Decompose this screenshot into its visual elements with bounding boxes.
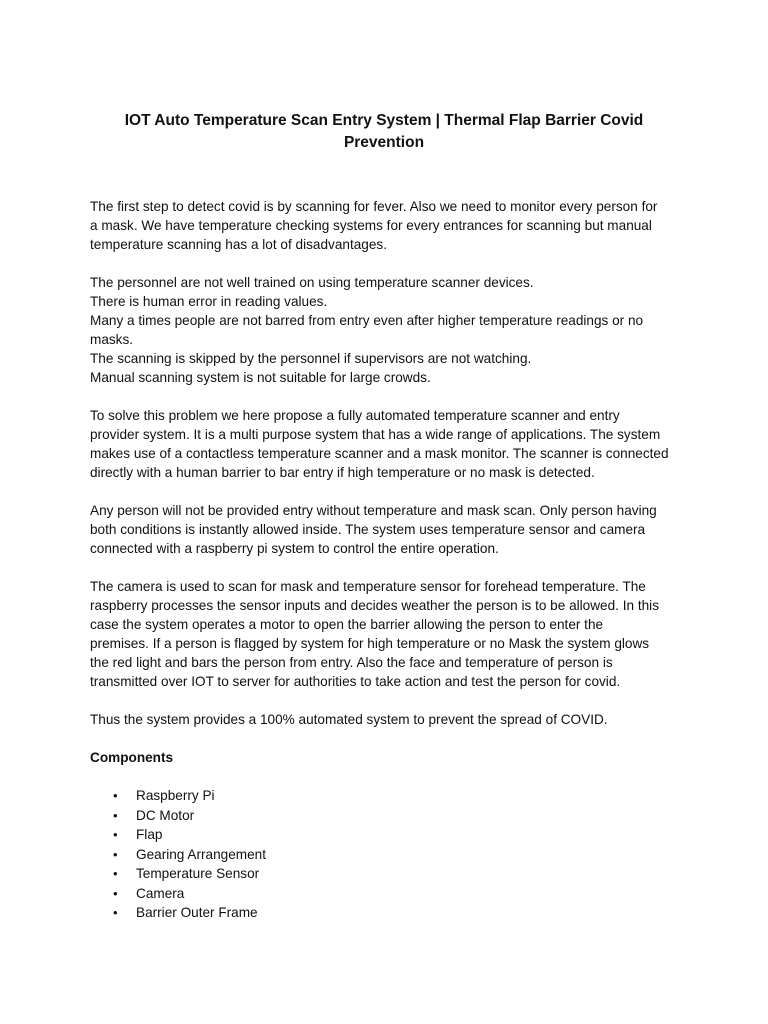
title-line-1: IOT Auto Temperature Scan Entry System | Thermal Flap Barrier Covid xyxy=(124,112,644,129)
paragraph-disadvantages xyxy=(90,273,690,387)
list-item-label: Raspberry Pi xyxy=(136,788,215,803)
text-line: the red light and bars the person from entry. Also the face and temperature of person is xyxy=(90,655,613,670)
text-line: temperature scanning has a lot of disadvantages. xyxy=(90,237,387,252)
text-line: To solve this problem we here propose a fully automated temperature scanner and entry xyxy=(90,408,620,423)
paragraph-proposal xyxy=(90,406,690,482)
title-line-2: Prevention xyxy=(343,134,425,151)
text-line: Thus the system provides a 100% automated system to prevent the spread of COVID. xyxy=(90,712,608,727)
document-title xyxy=(90,110,678,154)
text-line: premises. If a person is flagged by system for high temperature or no Mask the system glows xyxy=(90,636,650,651)
text-line: transmitted over IOT to server for authorities to take action and test the person for covid. xyxy=(90,674,621,689)
paragraph-entry-rules xyxy=(90,501,690,558)
text-line: provider system. It is a multi purpose system that has a wide range of applications. The system xyxy=(90,427,661,442)
list-item xyxy=(90,786,690,806)
text-line: case the system operates a motor to open the barrier allowing the person to enter the xyxy=(90,617,604,632)
text-line: directly with a human barrier to bar entry if high temperature or no mask is detected. xyxy=(90,465,595,480)
text-line: a mask. We have temperature checking systems for every entrances for scanning but manual xyxy=(90,218,652,233)
list-item-label: DC Motor xyxy=(136,807,195,823)
list-item-label: Temperature Sensor xyxy=(136,866,260,881)
text-line: Any person will not be provided entry without temperature and mask scan. Only person having xyxy=(90,503,657,518)
text-line: masks. xyxy=(90,332,134,347)
list-item-label: Flap xyxy=(136,827,163,842)
bullet-icon: • xyxy=(113,885,118,901)
text-line: raspberry processes the sensor inputs and decides weather the person is to be allowed. In this xyxy=(90,598,659,613)
components-list xyxy=(90,786,690,923)
list-item xyxy=(90,806,690,826)
bullet-icon: • xyxy=(113,807,118,823)
text-line: Many a times people are not barred from entry even after higher temperature readings or no xyxy=(90,313,644,328)
bullet-icon: • xyxy=(113,866,118,881)
text-line: both conditions is instantly allowed inside. The system uses temperature sensor and camera xyxy=(90,522,646,537)
text-line: The scanning is skipped by the personnel if supervisors are not watching. xyxy=(90,351,532,366)
list-item-label: Camera xyxy=(136,885,185,901)
list-item xyxy=(90,864,690,884)
bullet-icon: • xyxy=(113,846,118,862)
list-item-label: Gearing Arrangement xyxy=(136,846,266,862)
list-item-label: Barrier Outer Frame xyxy=(136,905,258,920)
bullet-icon: • xyxy=(113,827,118,842)
list-item xyxy=(90,884,690,904)
list-item xyxy=(90,845,690,865)
text-line: Manual scanning system is not suitable for large crowds. xyxy=(90,370,431,385)
list-item xyxy=(90,825,690,845)
text-line: The first step to detect covid is by scanning for fever. Also we need to monitor every person for xyxy=(90,199,658,214)
list-item xyxy=(90,903,690,923)
bullet-icon: • xyxy=(113,905,118,920)
components-heading: Components xyxy=(90,750,174,765)
paragraph-operation xyxy=(90,577,690,691)
text-line: makes use of a contactless temperature scanner and a mask monitor. The scanner is connected xyxy=(90,446,669,461)
text-line: The personnel are not well trained on using temperature scanner devices. xyxy=(90,275,534,290)
text-line: The camera is used to scan for mask and temperature sensor for forehead temperature. The xyxy=(90,579,646,594)
text-line: connected with a raspberry pi system to control the entire operation. xyxy=(90,541,499,556)
document-body xyxy=(90,197,690,923)
paragraph-intro xyxy=(90,197,690,254)
bullet-icon: • xyxy=(113,788,118,803)
text-line: There is human error in reading values. xyxy=(90,294,328,309)
paragraph-conclusion xyxy=(90,710,690,729)
